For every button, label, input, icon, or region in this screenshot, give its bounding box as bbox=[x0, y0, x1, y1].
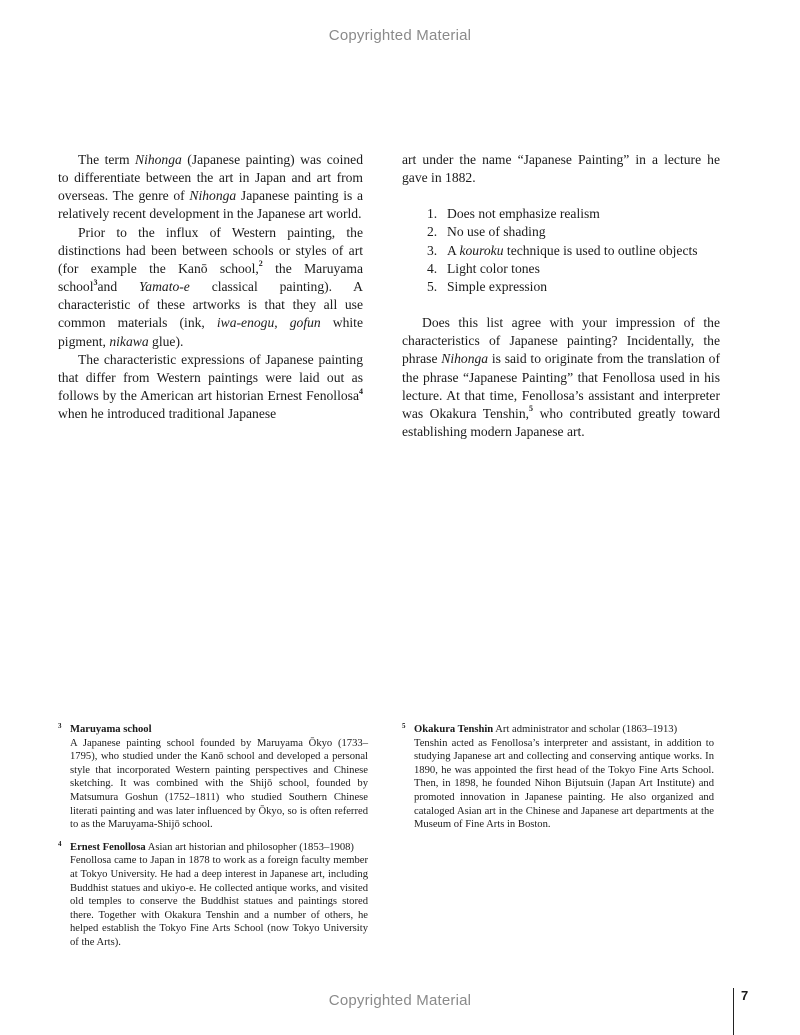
footnote-3 bbox=[58, 723, 368, 832]
footnote-number: 5 bbox=[402, 722, 406, 730]
characteristics-list bbox=[402, 205, 720, 296]
list-item: 4. Light color tones bbox=[427, 260, 540, 276]
footnote-body: A Japanese painting school founded by Maruyama Ōkyo (1733–1795), who studied under the Kanō school and developed a personal style that incorporated Western painting perspectives and Chinese sketching. It was combined with the Shijō school, founded by Matsumura Goshun (1752–1811) who studied Southern Chinese literati painting and was later influenced by Ōkyo, so is often referred to as the Maruyama-Shijō school. bbox=[70, 737, 368, 831]
body-column-left bbox=[58, 151, 363, 423]
footnote-title: Ernest Fenollosa bbox=[70, 841, 146, 853]
page-number: 7 bbox=[741, 988, 749, 1003]
list-item: 5. Simple expression bbox=[427, 278, 548, 294]
footnote-title: Okakura Tenshin bbox=[414, 724, 494, 735]
paragraph-fenollosa: The characteristic expressions of Japanese painting that differ from Western paintings were laid out as follows by the American art historian Ernest Fenollosa$^4$ when he introduced traditional Japanese bbox=[58, 351, 363, 422]
watermark-bottom: Copyrighted Material bbox=[328, 992, 472, 1009]
list-item: 1. Does not emphasize realism bbox=[427, 206, 600, 222]
list-item: 3. A kouroku technique is used to outline objects bbox=[427, 242, 698, 258]
footnote-number: 4 bbox=[58, 839, 62, 848]
list-item: 2. No use of shading bbox=[427, 224, 546, 240]
footnote-ref-3: 3 bbox=[93, 277, 98, 287]
watermark-top: Copyrighted Material bbox=[328, 27, 472, 44]
footnote-title: Maruyama school bbox=[70, 724, 152, 735]
footnote-ref-5: 5 bbox=[529, 404, 534, 414]
footnote-ref-2: 2 bbox=[258, 259, 263, 269]
footnote-body: Fenollosa came to Japan in 1878 to work as a foreign faculty member at Tokyo University. He had a deep interest in Japanese art, including Buddhist statues and ukiyo-e. He collected antique works, and visited old temples to conserve the Buddhist statues and paintings stored there. Together with Okakura Tenshin and a number of others, he helped establish the Tokyo Fine Arts School (now Tokyo University of the Arts). bbox=[70, 855, 368, 948]
footnote-lead: Art administrator and scholar (1863–1913) bbox=[493, 724, 678, 735]
footnote-4 bbox=[58, 841, 368, 950]
paragraph-nihonga-term: The term Nihonga (Japanese painting) was coined to differentiate between the art in Japan and art from overseas. The genre of Nihonga Japanese painting is a relatively recent development in the Japanese art world. bbox=[58, 152, 364, 222]
footnote-lead: Asian art historian and philosopher (1853–1908) bbox=[145, 841, 354, 853]
paragraph-schools: Prior to the influx of Western painting, the distinctions had been between schools or styles of art (for example the Kanō school,$^2$ the Maruyama school$^3$and Yamato-e classical painting). A characteristic of these artworks is that they all use common materials (ink, iwa-enogu, gofun white pigment, nikawa glue). bbox=[58, 224, 363, 349]
page-number-rule bbox=[733, 988, 734, 1035]
body-column-right bbox=[402, 151, 720, 441]
paragraph-origin-of-nihonga: Does this list agree with your impression of the characteristics of Japanese painting? Incidentally, the phrase Nihonga is said to originate from the translation of the phrase “Japanese Painting” that Fenollosa used in his lecture. At that time, Fenollosa’s assistant and interpreter was Okakura Tenshin,$^5$ who contributed greatly toward establishing modern Japanese art. bbox=[402, 315, 720, 440]
footnote-5 bbox=[402, 723, 714, 832]
footnote-number: 3 bbox=[58, 722, 62, 730]
footnotes-left bbox=[58, 723, 368, 959]
footnote-heading bbox=[414, 723, 714, 737]
footnotes-right bbox=[402, 723, 714, 841]
paragraph-lecture-continuation: art under the name “Japanese Painting” in a lecture he gave in 1882. bbox=[402, 152, 720, 186]
footnote-body: Tenshin acted as Fenollosa’s interpreter and assistant, in addition to studying Japanese art and collecting and conserving antique works. In 1890, he was appointed the first head of the Tokyo Fine Arts School. Then, in 1898, he founded Nihon Bijutsuin (Japan Art Institute) and promoted innovation in Japanese painting. He also organized and cataloged Asian art in the Chinese and Japanese art departments at the Museum of Fine Arts in Boston. bbox=[414, 737, 714, 831]
footnote-heading bbox=[70, 841, 368, 855]
footnote-ref-4: 4 bbox=[359, 386, 363, 396]
